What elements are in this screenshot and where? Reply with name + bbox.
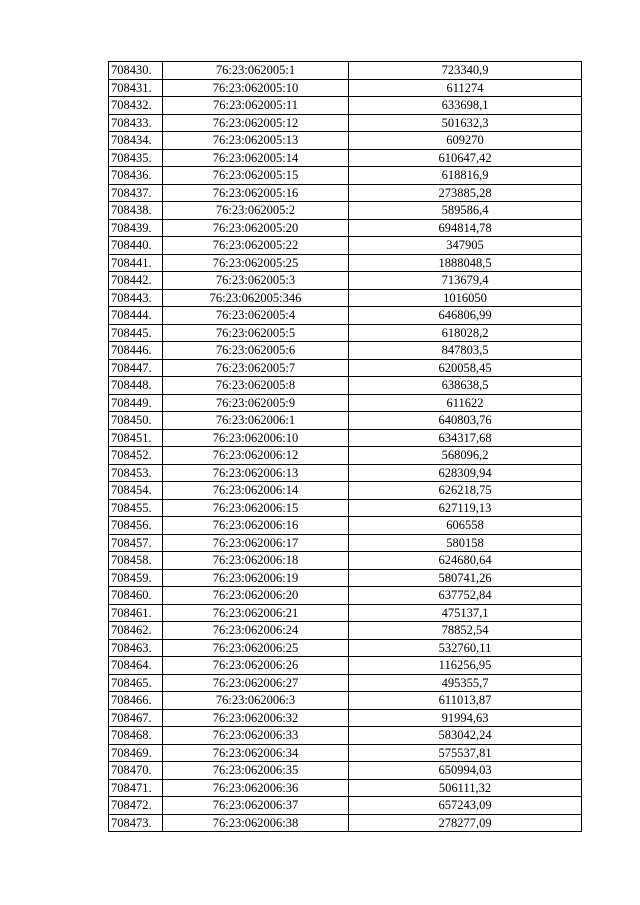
row-number-cell: 708471.: [109, 779, 163, 797]
cadastral-value-table: [108, 61, 582, 832]
table-row: [109, 447, 582, 465]
table-row: [109, 272, 582, 290]
cadastral-number-cell: 76:23:062006:21: [163, 604, 349, 622]
cadastral-value-cell: 637752,84: [349, 587, 582, 605]
cadastral-value-cell: 501632,3: [349, 114, 582, 132]
row-number-cell: 708445.: [109, 324, 163, 342]
cadastral-value-cell: 347905: [349, 237, 582, 255]
cadastral-number-cell: 76:23:062005:10: [163, 79, 349, 97]
table-row: [109, 132, 582, 150]
cadastral-number-cell: 76:23:062006:24: [163, 622, 349, 640]
cadastral-number-cell: 76:23:062006:14: [163, 482, 349, 500]
cadastral-number-cell: 76:23:062006:26: [163, 657, 349, 675]
cadastral-number-cell: 76:23:062005:13: [163, 132, 349, 150]
cadastral-value-cell: 611013,87: [349, 692, 582, 710]
cadastral-value-cell: 91994,63: [349, 709, 582, 727]
cadastral-value-cell: 495355,7: [349, 674, 582, 692]
cadastral-value-cell: 78852,54: [349, 622, 582, 640]
table-row: [109, 412, 582, 430]
table-row: [109, 324, 582, 342]
cadastral-value-cell: 609270: [349, 132, 582, 150]
cadastral-value-cell: 620058,45: [349, 359, 582, 377]
row-number-cell: 708450.: [109, 412, 163, 430]
row-number-cell: 708469.: [109, 744, 163, 762]
cadastral-value-cell: 650994,03: [349, 762, 582, 780]
cadastral-value-cell: 532760,11: [349, 639, 582, 657]
table-row: [109, 517, 582, 535]
row-number-cell: 708438.: [109, 202, 163, 220]
cadastral-value-cell: 610647,42: [349, 149, 582, 167]
cadastral-number-cell: 76:23:062006:37: [163, 797, 349, 815]
cadastral-value-cell: 640803,76: [349, 412, 582, 430]
row-number-cell: 708451.: [109, 429, 163, 447]
cadastral-value-cell: 273885,28: [349, 184, 582, 202]
cadastral-number-cell: 76:23:062006:34: [163, 744, 349, 762]
cadastral-number-cell: 76:23:062005:6: [163, 342, 349, 360]
table-row: [109, 184, 582, 202]
row-number-cell: 708443.: [109, 289, 163, 307]
cadastral-number-cell: 76:23:062005:3: [163, 272, 349, 290]
cadastral-number-cell: 76:23:062006:3: [163, 692, 349, 710]
table-row: [109, 289, 582, 307]
cadastral-number-cell: 76:23:062006:12: [163, 447, 349, 465]
cadastral-value-cell: 634317,68: [349, 429, 582, 447]
cadastral-value-cell: 657243,09: [349, 797, 582, 815]
table-row: [109, 377, 582, 395]
cadastral-value-cell: 589586,4: [349, 202, 582, 220]
cadastral-number-cell: 76:23:062006:38: [163, 814, 349, 832]
table-row: [109, 604, 582, 622]
cadastral-value-cell: 583042,24: [349, 727, 582, 745]
cadastral-value-cell: 116256,95: [349, 657, 582, 675]
cadastral-number-cell: 76:23:062005:1: [163, 62, 349, 80]
cadastral-number-cell: 76:23:062006:36: [163, 779, 349, 797]
cadastral-number-cell: 76:23:062006:32: [163, 709, 349, 727]
table-row: [109, 587, 582, 605]
table-row: [109, 254, 582, 272]
table-row: [109, 394, 582, 412]
table-row: [109, 534, 582, 552]
cadastral-number-cell: 76:23:062005:11: [163, 97, 349, 115]
row-number-cell: 708456.: [109, 517, 163, 535]
row-number-cell: 708455.: [109, 499, 163, 517]
cadastral-number-cell: 76:23:062006:16: [163, 517, 349, 535]
table-row: [109, 762, 582, 780]
row-number-cell: 708442.: [109, 272, 163, 290]
cadastral-number-cell: 76:23:062005:8: [163, 377, 349, 395]
table-row: [109, 797, 582, 815]
table-row: [109, 79, 582, 97]
cadastral-value-cell: 611274: [349, 79, 582, 97]
row-number-cell: 708439.: [109, 219, 163, 237]
cadastral-value-cell: 713679,4: [349, 272, 582, 290]
table-row: [109, 814, 582, 832]
row-number-cell: 708449.: [109, 394, 163, 412]
cadastral-value-cell: 847803,5: [349, 342, 582, 360]
cadastral-value-cell: 618028,2: [349, 324, 582, 342]
table-row: [109, 499, 582, 517]
row-number-cell: 708434.: [109, 132, 163, 150]
row-number-cell: 708436.: [109, 167, 163, 185]
table-row: [109, 709, 582, 727]
cadastral-number-cell: 76:23:062005:25: [163, 254, 349, 272]
cadastral-value-cell: 611622: [349, 394, 582, 412]
row-number-cell: 708446.: [109, 342, 163, 360]
row-number-cell: 708468.: [109, 727, 163, 745]
cadastral-value-cell: 1016050: [349, 289, 582, 307]
row-number-cell: 708464.: [109, 657, 163, 675]
cadastral-value-cell: 624680,64: [349, 552, 582, 570]
cadastral-number-cell: 76:23:062006:15: [163, 499, 349, 517]
cadastral-number-cell: 76:23:062006:25: [163, 639, 349, 657]
cadastral-number-cell: 76:23:062005:22: [163, 237, 349, 255]
cadastral-number-cell: 76:23:062005:15: [163, 167, 349, 185]
table-row: [109, 114, 582, 132]
table-row: [109, 237, 582, 255]
row-number-cell: 708467.: [109, 709, 163, 727]
cadastral-value-cell: 580158: [349, 534, 582, 552]
cadastral-number-cell: 76:23:062006:35: [163, 762, 349, 780]
cadastral-value-cell: 626218,75: [349, 482, 582, 500]
cadastral-value-cell: 278277,09: [349, 814, 582, 832]
cadastral-value-cell: 568096,2: [349, 447, 582, 465]
row-number-cell: 708473.: [109, 814, 163, 832]
table-row: [109, 674, 582, 692]
cadastral-number-cell: 76:23:062006:1: [163, 412, 349, 430]
cadastral-number-cell: 76:23:062005:9: [163, 394, 349, 412]
row-number-cell: 708461.: [109, 604, 163, 622]
cadastral-value-cell: 646806,99: [349, 307, 582, 325]
row-number-cell: 708457.: [109, 534, 163, 552]
cadastral-value-cell: 638638,5: [349, 377, 582, 395]
row-number-cell: 708453.: [109, 464, 163, 482]
row-number-cell: 708452.: [109, 447, 163, 465]
table-row: [109, 202, 582, 220]
table-row: [109, 482, 582, 500]
row-number-cell: 708460.: [109, 587, 163, 605]
row-number-cell: 708435.: [109, 149, 163, 167]
row-number-cell: 708472.: [109, 797, 163, 815]
cadastral-number-cell: 76:23:062005:14: [163, 149, 349, 167]
cadastral-value-cell: 1888048,5: [349, 254, 582, 272]
table-row: [109, 552, 582, 570]
table-row: [109, 727, 582, 745]
cadastral-number-cell: 76:23:062006:18: [163, 552, 349, 570]
table-row: [109, 464, 582, 482]
table-row: [109, 359, 582, 377]
cadastral-value-cell: 506111,32: [349, 779, 582, 797]
cadastral-value-cell: 628309,94: [349, 464, 582, 482]
table-row: [109, 657, 582, 675]
table-row: [109, 342, 582, 360]
row-number-cell: 708432.: [109, 97, 163, 115]
table-row: [109, 307, 582, 325]
row-number-cell: 708462.: [109, 622, 163, 640]
row-number-cell: 708447.: [109, 359, 163, 377]
cadastral-number-cell: 76:23:062005:16: [163, 184, 349, 202]
cadastral-value-cell: 575537,81: [349, 744, 582, 762]
row-number-cell: 708458.: [109, 552, 163, 570]
cadastral-value-cell: 694814,78: [349, 219, 582, 237]
cadastral-value-cell: 633698,1: [349, 97, 582, 115]
table-row: [109, 167, 582, 185]
cadastral-number-cell: 76:23:062006:13: [163, 464, 349, 482]
cadastral-value-cell: 580741,26: [349, 569, 582, 587]
cadastral-number-cell: 76:23:062005:4: [163, 307, 349, 325]
cadastral-value-cell: 606558: [349, 517, 582, 535]
row-number-cell: 708463.: [109, 639, 163, 657]
table-row: [109, 149, 582, 167]
cadastral-value-cell: 723340,9: [349, 62, 582, 80]
table-body: [109, 62, 582, 832]
table-row: [109, 97, 582, 115]
table-row: [109, 429, 582, 447]
row-number-cell: 708441.: [109, 254, 163, 272]
cadastral-number-cell: 76:23:062006:33: [163, 727, 349, 745]
row-number-cell: 708433.: [109, 114, 163, 132]
cadastral-number-cell: 76:23:062006:10: [163, 429, 349, 447]
row-number-cell: 708444.: [109, 307, 163, 325]
cadastral-number-cell: 76:23:062006:19: [163, 569, 349, 587]
table-row: [109, 744, 582, 762]
cadastral-number-cell: 76:23:062005:20: [163, 219, 349, 237]
cadastral-number-cell: 76:23:062005:5: [163, 324, 349, 342]
cadastral-number-cell: 76:23:062006:17: [163, 534, 349, 552]
cadastral-number-cell: 76:23:062005:12: [163, 114, 349, 132]
table-row: [109, 622, 582, 640]
table-row: [109, 62, 582, 80]
row-number-cell: 708440.: [109, 237, 163, 255]
row-number-cell: 708466.: [109, 692, 163, 710]
cadastral-number-cell: 76:23:062006:20: [163, 587, 349, 605]
table-row: [109, 569, 582, 587]
cadastral-value-cell: 618816,9: [349, 167, 582, 185]
row-number-cell: 708437.: [109, 184, 163, 202]
cadastral-number-cell: 76:23:062005:346: [163, 289, 349, 307]
table-row: [109, 219, 582, 237]
row-number-cell: 708454.: [109, 482, 163, 500]
table-row: [109, 779, 582, 797]
cadastral-number-cell: 76:23:062005:7: [163, 359, 349, 377]
row-number-cell: 708470.: [109, 762, 163, 780]
cadastral-value-cell: 475137,1: [349, 604, 582, 622]
row-number-cell: 708459.: [109, 569, 163, 587]
row-number-cell: 708465.: [109, 674, 163, 692]
cadastral-number-cell: 76:23:062005:2: [163, 202, 349, 220]
cadastral-value-cell: 627119,13: [349, 499, 582, 517]
table-row: [109, 639, 582, 657]
table-row: [109, 692, 582, 710]
row-number-cell: 708430.: [109, 62, 163, 80]
row-number-cell: 708431.: [109, 79, 163, 97]
cadastral-number-cell: 76:23:062006:27: [163, 674, 349, 692]
row-number-cell: 708448.: [109, 377, 163, 395]
